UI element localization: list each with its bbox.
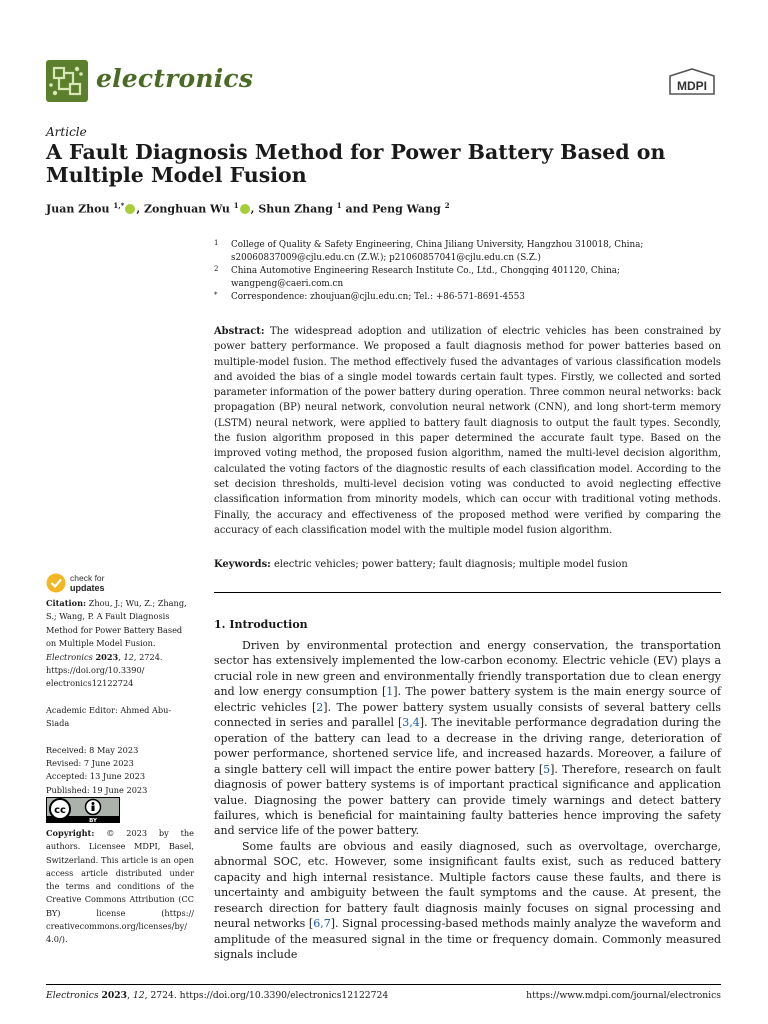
check-updates-icon	[47, 574, 66, 593]
paragraph-text: Driven by environmental protection and energy conservation, the transportation sector has extensively implemented the low-carbon economy. Electric vehicle (EV) plays a crucial role in new green and environmentally friendly transportation due to clean energy and low energy consumption [	[214, 639, 721, 699]
abstract-label: Abstract:	[214, 326, 265, 337]
author-affiliation-mark: 1	[233, 201, 239, 210]
abstract	[214, 324, 721, 538]
keywords-text: electric vehicles; power battery; fault diagnosis; multiple model fusion	[273, 559, 628, 570]
abstract-text: The widespread adoption and utilization of electric vehicles has been constrained by power battery performance. We proposed a fault diagnosis method for power batteries based on multiple-model fusion. The method effectively fused the advantages of various classification models and avoided the bias of a single model towards certain fault types. Firstly, we collected and sorted parameter information of the power battery during operation. Three common neural networks: back propagation (BP) neural network, convolution neural network (CNN), and long short-term memory (LSTM) neural network, were applied to battery fault diagnosis to output the fault types. Secondly, the fusion algorithm proposed in this paper determined the accurate fault type. Based on the improved voting method, the proposed fusion algorithm, named the multi-level decision algorithm, calculated the voting factors of the diagnostic results of each classification model. According to the set decision thresholds, multi-level decision voting was conducted to avoid neglecting effective classification information from minority models, which can occur with traditional voting methods. Finally, the accuracy and effectiveness of the proposed method were verified by comparing the accuracy of each classification model with the multiple model fusion algorithm.	[214, 326, 722, 536]
affiliation-item	[214, 291, 734, 304]
svg-text:updates: updates	[70, 583, 105, 593]
affiliation-text: China Automotive Engineering Research Institute Co., Ltd., Chongqing 401120, China; wangpeng@caeri.com.cn	[231, 266, 621, 289]
published-date: Published: 19 June 2023	[46, 784, 148, 795]
affiliation-mark: 2	[214, 265, 219, 273]
author-affiliation-mark: 1,*	[113, 201, 125, 210]
mdpi-logo	[666, 68, 718, 98]
journal-logo-icon	[46, 60, 88, 102]
citation-link[interactable]: 6,7	[313, 917, 331, 931]
revised-date: Revised: 7 June 2023	[46, 758, 134, 769]
citation-link[interactable]: 2	[316, 700, 324, 714]
citation-link[interactable]: 1	[386, 685, 394, 699]
footer-journal-url[interactable]: https://www.mdpi.com/journal/electronics	[526, 990, 721, 1001]
intro-paragraph-2	[214, 839, 721, 963]
academic-editor: Academic Editor: Ahmed Abu-Siada	[46, 704, 172, 729]
keywords	[214, 559, 721, 570]
paragraph-text: ]. The power battery system usually consists of several battery cells connected in series and parallel [	[214, 700, 721, 730]
check-for-updates-badge[interactable]	[46, 571, 186, 595]
article-type: Article	[46, 125, 87, 139]
copyright-notice: Copyright: © 2023 by the authors. Licensee MDPI, Basel, Switzerland. This article is an open access article distributed under the terms and conditions of the Creative Commons Attribution (CC BY) license (https:// creativecommons.org/licenses/by/ 4.0/).	[46, 828, 195, 945]
accepted-date: Accepted: 13 June 2023	[46, 771, 146, 782]
journal-name: electronics	[96, 64, 254, 93]
keywords-label: Keywords:	[214, 559, 271, 570]
author-separator: ,	[250, 202, 259, 216]
paragraph-text: ]. Therefore, research on fault diagnosis of power battery systems is of important practical significance and application value. Diagnosing the power battery can provide timely warnings and detect battery failures, which is beneficial for maintaining faulty batteries hence improving the safety and service life of the power battery.	[214, 762, 721, 838]
svg-text:cc: cc	[54, 805, 66, 816]
article-title: A Fault Diagnosis Method for Power Battery Based on Multiple Model Fusion	[46, 140, 666, 187]
svg-text:BY: BY	[89, 817, 97, 823]
introduction-body	[214, 638, 721, 963]
affiliation-text: Correspondence: zhoujuan@cjlu.edu.cn; Tel.: +86-571-8691-4553	[231, 292, 525, 302]
author-affiliation-mark: 1	[336, 201, 342, 210]
author-separator: ,	[136, 202, 145, 216]
affiliation-item	[214, 265, 734, 291]
author-list	[46, 201, 450, 216]
citation-link[interactable]: 3,4	[402, 716, 420, 730]
section-divider	[214, 592, 721, 593]
citation-link[interactable]: 5	[543, 762, 551, 776]
paragraph-text: ]. The power battery system is the main energy source of electric vehicles [	[214, 685, 722, 714]
intro-paragraph-1	[214, 638, 721, 839]
author-name: Shun Zhang	[258, 202, 333, 216]
article-info-sidebar	[46, 597, 194, 797]
cc-by-license-icon[interactable]	[46, 797, 120, 823]
orcid-icon[interactable]	[125, 204, 135, 214]
footer-citation: Electronics 2023, 12, 2724. https://doi.org/10.3390/electronics12122724	[46, 990, 389, 1001]
paragraph-text: Some faults are obvious and easily diagnosed, such as overvoltage, overcharge, abnormal SOC, etc. However, some insignificant faults exist, such as reduced battery capacity and high internal resistance. Multiple factors cause these faults, and there is uncertainty and ambiguity between the fault symptoms and the cause. At present, the research direction for battery fault diagnosis mainly focuses on signal processing and neural networks [	[214, 839, 721, 931]
section-heading: 1. Introduction	[214, 618, 308, 631]
orcid-icon[interactable]	[240, 204, 250, 214]
affiliation-mark: 1	[214, 239, 219, 247]
citation: Citation: Zhou, J.; Wu, Z.; Zhang, S.; Wang, P. A Fault Diagnosis Method for Power Battery Based on Multiple Model Fusion. Electronics 2023, 12, 2724. https://doi.org/10.3390/ electronics12122724	[46, 598, 187, 689]
author-affiliation-mark: 2	[444, 201, 450, 210]
mdpi-logo-text: MDPI	[677, 79, 707, 93]
received-date: Received: 8 May 2023	[46, 744, 139, 755]
paragraph-text: ]. Signal processing-based methods mainly analyze the waveform and amplitude of the measured signal in the time or frequency domain. Commonly measured signals include	[214, 917, 722, 962]
author-name: Juan Zhou	[46, 202, 110, 216]
affiliation-mark: *	[214, 291, 218, 299]
svg-text:check for: check for	[70, 573, 105, 583]
footer-divider	[46, 984, 721, 985]
author-name: Peng Wang	[372, 202, 441, 216]
affiliation-text: College of Quality & Safety Engineering, China Jiliang University, Hangzhou 310018, China; s20060837009@cjlu.edu.cn (Z.W.); p21060857041@cjlu.edu.cn (S.Z.)	[231, 240, 644, 263]
affiliation-item	[214, 239, 734, 265]
author-separator: and	[341, 202, 373, 216]
author-name: Zonghuan Wu	[144, 202, 230, 216]
paragraph-text: ]. The inevitable performance degradation during the operation of the battery can lead to a decrease in the driving range, deterioration of power performance, shortened service life, and increased hazards. Moreover, a failure of a single battery cell will impact the entire power battery [	[214, 716, 721, 776]
affiliations	[214, 239, 734, 304]
